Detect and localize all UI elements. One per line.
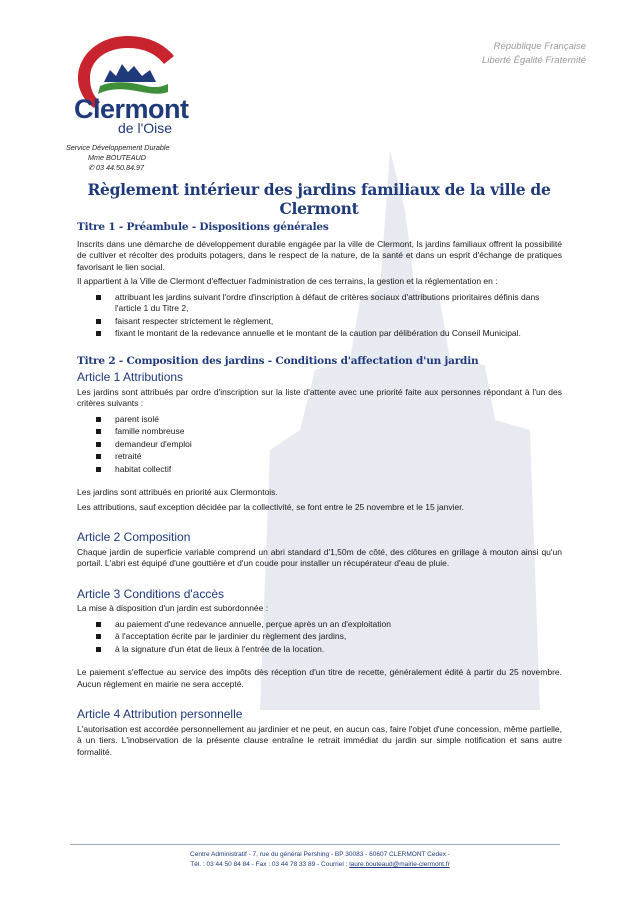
bullet-list <box>77 414 562 476</box>
service-contact-name: Mme BOUTEAUD <box>88 153 146 162</box>
footer-email-link[interactable]: laure.bouteaud@mairie-clermont.fr <box>349 861 450 868</box>
logo-subtitle: de l'Oise <box>118 120 173 136</box>
list-item: demandeur d'emploi <box>113 439 562 451</box>
paragraph: Les jardins sont attribués en priorité aux Clermontois. <box>77 487 278 497</box>
paragraph: Les jardins sont attribués par ordre d'inscription sur la liste d'attente avec une priorité faite aux personnes répondant à l'un des critères suivants : <box>77 386 562 408</box>
paragraph: La mise à disposition d'un jardin est subordonnée : <box>77 603 269 613</box>
paragraph: L'autorisation est accordée personnellement au jardinier et ne peut, en aucun cas, faire l'objet d'une concession, même partielle, à un tiers. L'inobservation de la présente clause entraîne le retrait immédiat du jardin sur simple notification et sans autre formalité. <box>77 723 562 757</box>
bullet-list <box>77 619 562 656</box>
republic-line1: République Française <box>493 41 586 52</box>
list-item: faisant respecter strictement le règlement, <box>113 316 562 328</box>
footer-address: Centre Administratif - 7, rue du général Pershing - BP 30083 - 60607 CLERMONT Cedex - <box>190 851 450 858</box>
list-item: habitat collectif <box>113 464 562 476</box>
article2-heading: Article 2 Composition <box>77 530 191 544</box>
list-item: parent isolé <box>113 414 562 426</box>
paragraph: Il appartient à la Ville de Clermont d'effectuer l'administration de ces terrains, la gestion et la réglementation en : <box>77 276 498 286</box>
document-body <box>77 222 562 761</box>
bullet-list <box>77 292 562 340</box>
republic-line2: Liberté Égalité Fraternité <box>481 55 586 66</box>
republic-mark <box>482 40 586 68</box>
paragraph: Inscrits dans une démarche de développement durable engagée par la ville de Clermont, ls jardins familiaux offrent la possibilité de cultiver et récolter des produits potagers, dans le respect de la nature, de la santé et dans un esprit d'échange de pratiques favorisant le lien social. <box>77 238 562 272</box>
list-item: à l'acceptation écrite par le jardinier du règlement des jardins, <box>113 631 562 643</box>
logo-wordmark: Clermont <box>74 94 189 124</box>
list-item: famille nombreuse <box>113 426 562 438</box>
article3-heading: Article 3 Conditions d'accès <box>77 586 225 601</box>
list-item: retraité <box>113 451 562 463</box>
article1-heading: Article 1 Attributions <box>77 370 184 384</box>
service-phone: 03 44.50.84.97 <box>96 163 144 172</box>
footer-phone-fax: Tél. : 03 44 50 84 84 - Fax : 03 44 78 33 89 - Courriel : <box>190 861 350 868</box>
service-contact <box>66 143 169 173</box>
paragraph: Le paiement s'effectue au service des impôts dès réception d'un titre de recette, généralement édité à partir du 25 novembre. Aucun règlement en mairie ne sera accepté. <box>77 667 562 689</box>
titre1-heading: Titre 1 - Préambule - Dispositions générales <box>77 221 329 233</box>
footer-contact <box>130 860 510 870</box>
article4-heading: Article 4 Attribution personnelle <box>77 707 243 721</box>
service-phone-row <box>66 163 169 173</box>
list-item: à la signature d'un état de lieux à l'entrée de la location. <box>113 644 562 656</box>
titre2-heading: Titre 2 - Composition des jardins - Conditions d'affectation d'un jardin <box>77 354 479 367</box>
document-title: Règlement intérieur des jardins familiaux de la ville de Clermont <box>87 180 551 218</box>
paragraph: Les attributions, sauf exception décidée par la collectivité, se font entre le 25 novembre et le 15 janvier. <box>77 501 464 512</box>
list-item: au paiement d'une redevance annuelle, perçue après un an d'exploitation <box>113 619 562 631</box>
service-name: Service Développement Durable <box>66 143 170 152</box>
phone-icon: ✆ <box>88 163 95 172</box>
list-item: fixant le montant de la redevance annuelle et le montant de la caution par délibération du Conseil Municipal. <box>113 328 562 340</box>
footer <box>130 850 510 870</box>
paragraph: Chaque jardin de superficie variable comprend un abri standard d'1,50m de côté, des clôtures en grillage à mouton ainsi qu'un portail. L'abri est équipé d'une gouttière et d'un coude pour installer un récupérateur d'eau de pluie. <box>77 546 562 568</box>
list-item: attribuant les jardins suivant l'ordre d'inscription à défaut de critères sociaux d'attributions prioritaires définis dans l'article 1 du Titre 2, <box>113 292 562 315</box>
footer-divider <box>70 844 560 845</box>
